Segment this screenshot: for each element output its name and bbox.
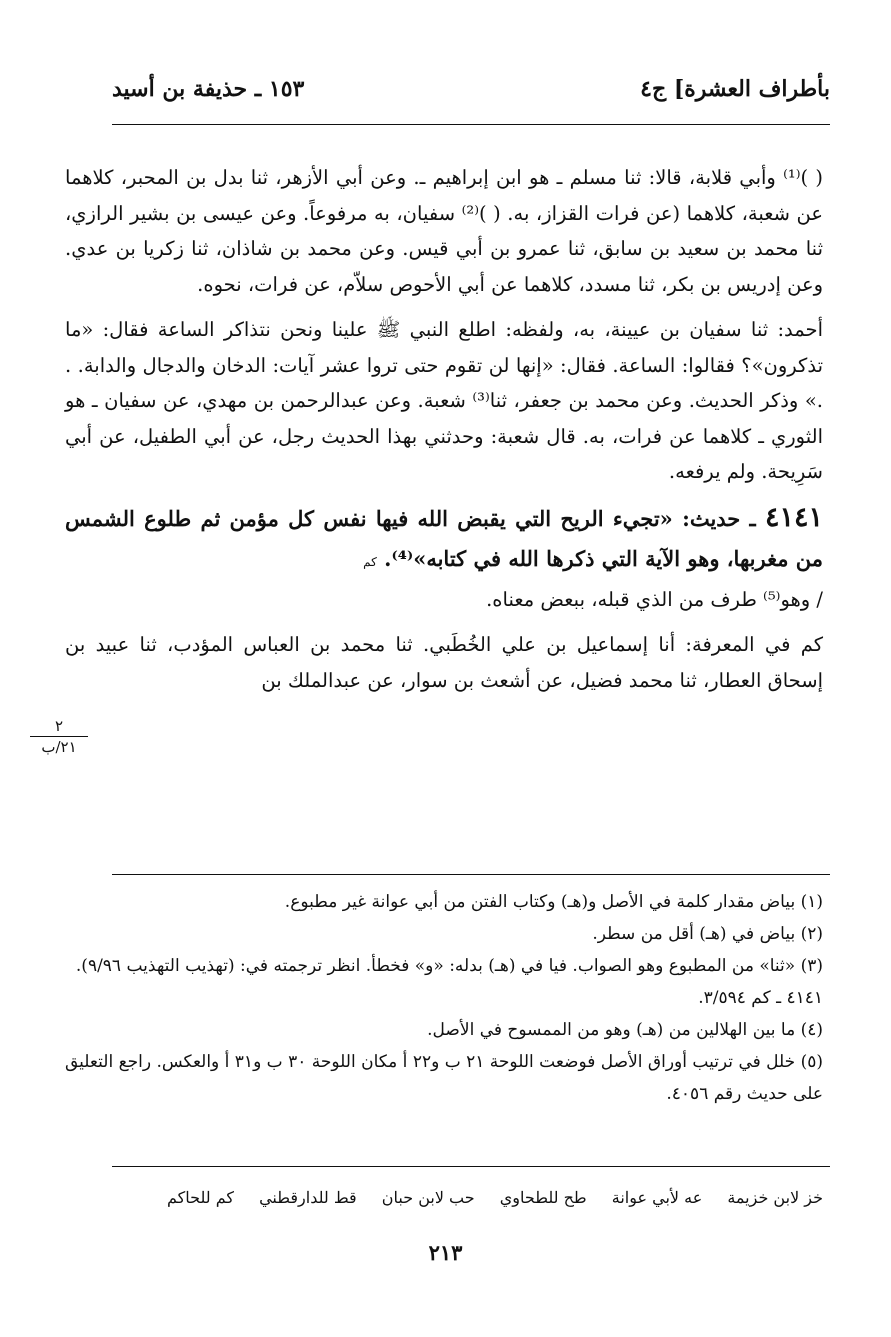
paragraph-marifa: كم في المعرفة: أنا إسماعيل بن علي الخُطَبي. ثنا محمد بن العباس المؤدب، ثنا عبيد بن إسحاق العطار، ثنا محمد فضيل، عن أشعث بن سوار، عن عبدالملك بن	[65, 633, 823, 692]
folio-note-divider	[30, 736, 88, 737]
paragraph-ahmad: أحمد: ثنا سفيان بن عيينة، به، ولفظه: اطلع النبي ﷺ علينا ونحن نتذاكر الساعة فقال: «ما تذكرون»؟ فقالوا: الساعة. فقال: «إنها لن تقوم حتى تروا عشر آيات: الدخان والدجال والدابة. . .» وذكر الحديث. وعن محمد بن جعفر، ثنا⁽³⁾ شعبة. وعن عبدالرحمن بن مهدي، عن سفيان ـ هو الثوري ـ كلاهما عن فرات، به. قال شعبة: وحدثني بهذا الحديث رجل، عن أبي الطفيل، عن أبي سَرِيحة. ولم يرفعه.	[65, 318, 823, 483]
footnotes	[65, 886, 823, 1110]
main-text	[65, 160, 823, 698]
footnote-rule	[112, 874, 830, 875]
footnote: (٣) «ثنا» من المطبوع وهو الصواب. فيا في (هـ) بدله: «و» فخطأ. انظر ترجمته في: (تهذيب التهذيب ٩/٩٦).	[75, 956, 823, 976]
folio-note-ref: ٢١/ب	[41, 738, 77, 756]
siglum: حب لابن حبان	[381, 1188, 475, 1207]
footnote: ٤١٤١ ـ كم ٣/٥٩٤.	[698, 988, 823, 1008]
siglum: خز لابن خزيمة	[727, 1188, 823, 1207]
header-rule	[112, 124, 830, 125]
siglum: كم للحاكم	[166, 1188, 234, 1207]
hadith-text: ـ حديث: «تجيء الريح التي يقبض الله فيها نفس كل مؤمن ثم طلوع الشمس من مغربها، وهو الآية التي ذكرها الله في كتابه»⁽⁴⁾.	[65, 505, 823, 571]
hadith-entry	[65, 498, 823, 582]
folio-note-number: ٢	[54, 717, 64, 735]
header-chapter-title: ١٥٣ ـ حذيفة بن أسيد	[112, 76, 305, 102]
paragraph-note: / وهو⁽⁵⁾ طرف من الذي قبله، ببعض معناه.	[486, 587, 823, 611]
footnote: (٥) خلل في ترتيب أوراق الأصل فوضعت اللوحة ٢١ ب و٢٢ أ مكان اللوحة ٣٠ ب و٣١ أ والعكس. راجع التعليق على حديث رقم ٤٠٥٦.	[65, 1052, 823, 1104]
manuscript-folio-note	[26, 718, 92, 756]
footnote: (١) بياض مقدار كلمة في الأصل و(هـ) وكتاب الفتن من أبي عوانة غير مطبوع.	[284, 892, 823, 912]
hadith-source-code: كم	[363, 554, 377, 569]
footnote: (٤) ما بين الهلالين من (هـ) وهو من الممسوح في الأصل.	[427, 1020, 823, 1040]
page-number: ٢١٣	[428, 1240, 463, 1265]
sigla-legend	[65, 1184, 823, 1212]
running-header	[112, 76, 830, 112]
footnote: (٢) بياض في (هـ) أقل من سطر.	[592, 924, 823, 944]
siglum: طح للطحاوي	[499, 1188, 587, 1207]
paragraph-isnad-1: ( )⁽¹⁾ وأبي قلابة، قالا: ثنا مسلم ـ هو ابن إبراهيم ـ. وعن أبي الأزهر، ثنا بدل بن المحبر، كلاهما عن شعبة، كلاهما (عن فرات القزاز، به. ( )⁽²⁾ سفيان، به مرفوعاً. وعن عيسى بن بشير الرازي، ثنا محمد بن سعيد بن سابق، ثنا عمرو بن أبي قيس. وعن محمد بن شاذان، ثنا زكريا بن عدي. وعن إدريس بن بكر، ثنا مسدد، كلاهما عن أبي الأحوص سلاّم، عن فرات، نحوه.	[65, 166, 823, 296]
sigla-rule	[112, 1166, 830, 1167]
siglum: قط للدارقطني	[259, 1188, 357, 1207]
hadith-number: ٤١٤١	[764, 501, 823, 533]
siglum: عه لأبي عوانة	[611, 1188, 703, 1207]
header-book-title: بأطراف العشرة] ج٤	[640, 76, 830, 102]
